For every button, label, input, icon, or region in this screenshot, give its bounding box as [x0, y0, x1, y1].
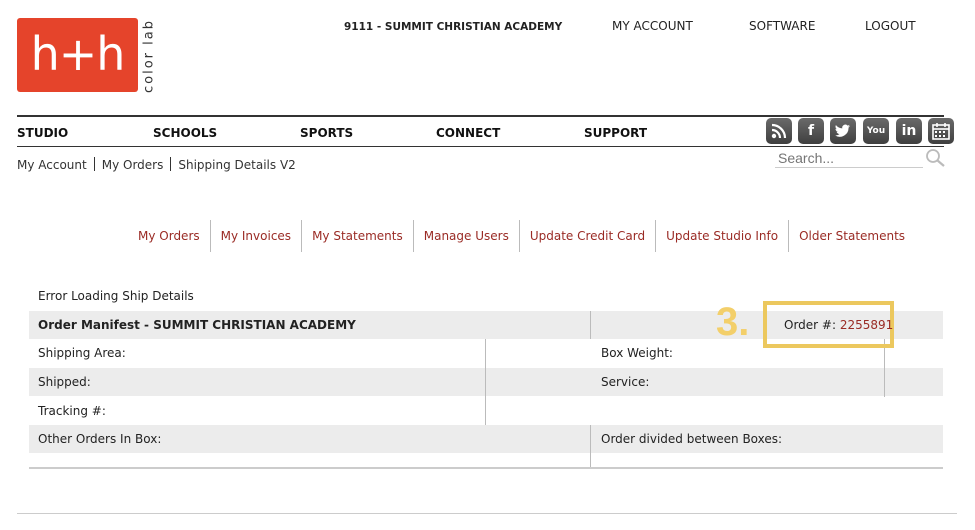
nav-connect[interactable]: CONNECT [436, 126, 501, 140]
column-divider [590, 311, 591, 339]
shipping-area-label: Shipping Area: [38, 346, 126, 360]
breadcrumb-my-orders[interactable]: My Orders [101, 158, 164, 172]
subnav-my-statements[interactable]: My Statements [302, 220, 414, 252]
table-row [29, 425, 943, 453]
table-row [29, 397, 943, 425]
error-message: Error Loading Ship Details [38, 289, 194, 303]
logo-side-label: color lab [141, 19, 157, 93]
search-icon[interactable] [924, 148, 946, 168]
twitter-icon[interactable] [830, 118, 856, 144]
manifest-title: Order Manifest - SUMMIT CHRISTIAN ACADEMY [38, 318, 356, 332]
account-subnav [128, 220, 915, 252]
breadcrumb-separator [94, 157, 95, 171]
nav-schools[interactable]: SCHOOLS [153, 126, 218, 140]
nav-support[interactable]: SUPPORT [584, 126, 648, 140]
order-number-label: Order #: [784, 318, 837, 332]
logo-side-text [140, 18, 158, 94]
studio-name: 9111 - SUMMIT CHRISTIAN ACADEMY [344, 21, 563, 33]
nav-studio[interactable]: STUDIO [17, 126, 69, 140]
breadcrumb-my-account[interactable]: My Account [17, 158, 87, 172]
footer-rule [17, 513, 957, 514]
table-row [29, 368, 943, 396]
search-input[interactable] [775, 148, 923, 168]
other-orders-label: Other Orders In Box: [38, 432, 162, 446]
software-link[interactable]: SOFTWARE [749, 19, 816, 33]
shipped-label: Shipped: [38, 375, 91, 389]
nav-top-rule [17, 115, 944, 117]
order-divided-label: Order divided between Boxes: [601, 432, 783, 446]
column-divider [485, 339, 486, 425]
tracking-label: Tracking #: [38, 404, 106, 418]
subnav-update-credit-card[interactable]: Update Credit Card [520, 220, 656, 252]
linkedin-icon[interactable]: in [896, 118, 922, 144]
logout-link[interactable]: LOGOUT [865, 19, 916, 33]
box-weight-label: Box Weight: [601, 346, 673, 360]
logo[interactable] [17, 18, 138, 92]
column-divider [590, 425, 591, 467]
subnav-manage-users[interactable]: Manage Users [414, 220, 520, 252]
youtube-icon[interactable]: You [863, 118, 889, 144]
subnav-my-invoices[interactable]: My Invoices [211, 220, 302, 252]
order-number-link[interactable]: 2255891 [839, 318, 894, 332]
subnav-update-studio-info[interactable]: Update Studio Info [656, 220, 789, 252]
breadcrumb-shipping-details: Shipping Details V2 [178, 158, 296, 172]
breadcrumb-separator [170, 157, 171, 171]
facebook-icon[interactable]: f [798, 118, 824, 144]
table-bottom-rule [29, 467, 943, 469]
subnav-my-orders[interactable]: My Orders [128, 220, 211, 252]
my-account-link[interactable]: MY ACCOUNT [612, 19, 693, 33]
rss-icon[interactable] [766, 118, 792, 144]
annotation-step-number: 3. [716, 300, 750, 344]
nav-bottom-rule [17, 146, 944, 147]
order-number [784, 318, 893, 332]
nav-sports[interactable]: SPORTS [300, 126, 354, 140]
service-label: Service: [601, 375, 650, 389]
calendar-icon[interactable] [928, 118, 954, 144]
subnav-older-statements[interactable]: Older Statements [799, 229, 906, 243]
logo-text: h+h [30, 27, 125, 81]
breadcrumb [17, 157, 296, 172]
